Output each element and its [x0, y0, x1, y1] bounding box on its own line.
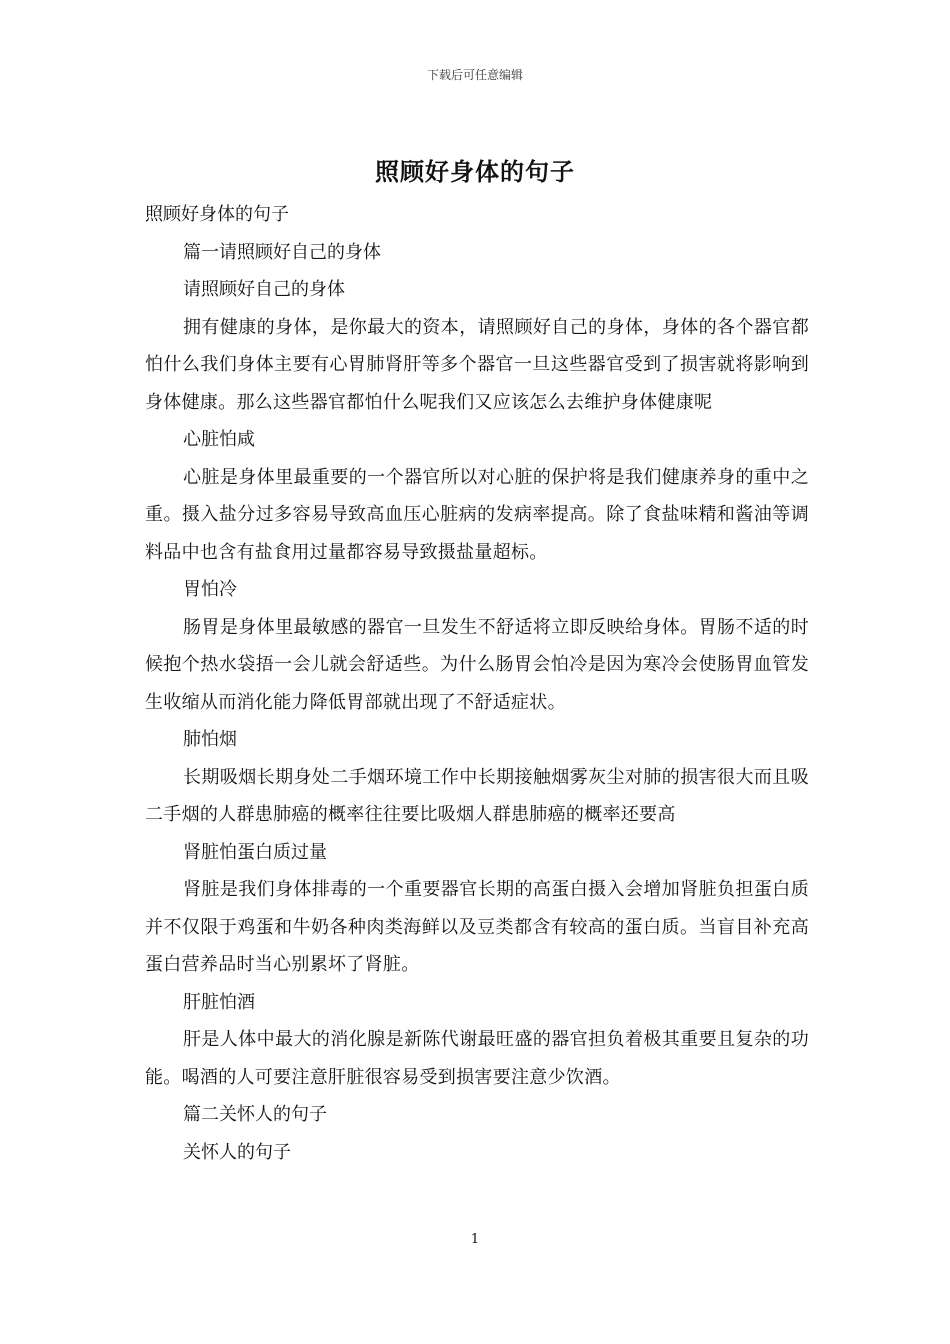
stomach-paragraph: 肠胃是身体里最敏感的器官一旦发生不舒适将立即反映给身体。胃肠不适的时候抱个热水袋捂一会儿就会舒适些。为什么肠胃会怕冷是因为寒冷会使肠胃血管发生收缩从而消化能力降低胃部就出现了不舒适症状。	[145, 616, 809, 713]
section1-heading: 篇一请照顾好自己的身体	[183, 241, 381, 263]
liver-paragraph: 肝是人体中最大的消化腺是新陈代谢最旺盛的器官担负着极其重要且复杂的功能。喝酒的人可要注意肝脏很容易受到损害要注意少饮酒。	[145, 1029, 809, 1088]
liver-heading: 肝脏怕酒	[183, 991, 255, 1013]
heart-paragraph: 心脏是身体里最重要的一个器官所以对心脏的保护将是我们健康养身的重中之重。摄入盐分过多容易导致高血压心脏病的发病率提高。除了食盐味精和酱油等调料品中也含有盐食用过量都容易导致摄盐量超标。	[145, 466, 809, 563]
section2-heading: 篇二关怀人的句子	[183, 1104, 327, 1125]
kidney-paragraph: 肾脏是我们身体排毒的一个重要器官长期的高蛋白摄入会增加肾脏负担蛋白质并不仅限于鸡蛋和牛奶各种肉类海鲜以及豆类都含有较高的蛋白质。当盲目补充高蛋白营养品时当心别累坏了肾脏。	[145, 879, 809, 975]
section1-subheading: 请照顾好自己的身体	[183, 279, 345, 300]
page-number: 1	[470, 1232, 480, 1247]
header-note: 下载后可任意编辑	[426, 68, 523, 82]
document-title: 照顾好身体的句子	[375, 157, 575, 186]
document-body	[145, 196, 809, 1171]
document-subtitle: 照顾好身体的句子	[145, 204, 289, 225]
section2-subheading: 关怀人的句子	[183, 1141, 291, 1163]
heart-heading: 心脏怕咸	[183, 429, 255, 450]
stomach-heading: 胃怕冷	[183, 579, 237, 600]
kidney-heading: 肾脏怕蛋白质过量	[183, 841, 327, 863]
lung-heading: 肺怕烟	[183, 729, 237, 750]
intro-paragraph: 拥有健康的身体，是你最大的资本，请照顾好自己的身体，身体的各个器官都怕什么我们身体主要有心胃肺肾肝等多个器官一旦这些器官受到了损害就将影响到身体健康。那么这些器官都怕什么呢我们又应该怎么去维护身体健康呢	[145, 316, 809, 413]
lung-paragraph: 长期吸烟长期身处二手烟环境工作中长期接触烟雾灰尘对肺的损害很大而且吸二手烟的人群患肺癌的概率往往要比吸烟人群患肺癌的概率还要高	[145, 766, 809, 825]
